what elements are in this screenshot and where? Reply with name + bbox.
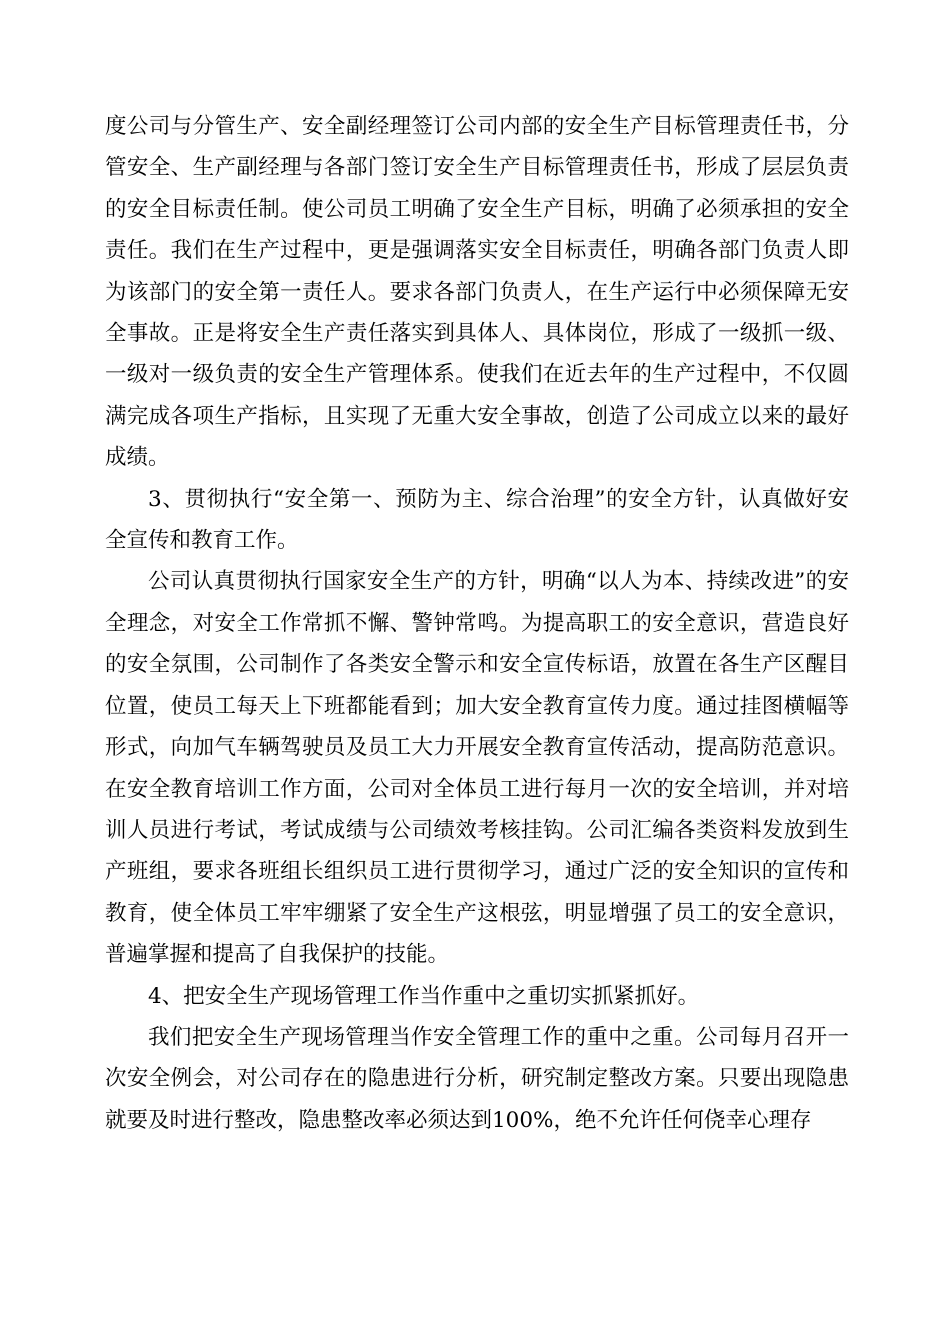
paragraph-safety-education: 公司认真贯彻执行国家安全生产的方针，明确“以人为本、持续改进”的安全理念，对安全工作常抓不懈、警钟常鸣。为提高职工的安全意识，营造良好的安全氛围，公司制作了各类安全警示和安全宣传标语，放置在各生产区醒目位置，使员工每天上下班都能看到；加大安全教育宣传力度。通过挂图横幅等形式，向加气车辆驾驶员及员工大力开展安全教育宣传活动，提高防范意识。在安全教育培训工作方面，公司对全体员工进行每月一次的安全培训，并对培训人员进行考试，考试成绩与公司绩效考核挂钩。公司汇编各类资料发放到生产班组，要求各班组长组织员工进行贯彻学习，通过广泛的安全知识的宣传和教育，使全体员工牢牢绷紧了安全生产这根弦，明显增强了员工的安全意识，普遍掌握和提高了自我保护的技能。 <box>105 569 849 968</box>
paragraph-continuation: 度公司与分管生产、安全副经理签订公司内部的安全生产目标管理责任书，分管安全、生产副经理与各部门签订安全生产目标管理责任书，形成了层层负责的安全目标责任制。使公司员工明确了安全生产目标，明确了必须承担的安全责任。我们在生产过程中，更是强调落实安全目标责任，明确各部门负责人即为该部门的安全第一责任人。要求各部门负责人，在生产运行中必须保障无安全事故。正是将安全生产责任落实到具体人、具体岗位，形成了一级抓一级、一级对一级负责的安全生产管理体系。使我们在近去年的生产过程中，不仅圆满完成各项生产指标，且实现了无重大安全事故，创造了公司成立以来的最好成绩。 <box>105 114 849 471</box>
document-body <box>105 106 849 1141</box>
section-heading-3: 3、贯彻执行“安全第一、预防为主、综合治理”的安全方针，认真做好安全宣传和教育工作。 <box>105 486 849 554</box>
section-heading-4: 4、把安全生产现场管理工作当作重中之重切实抓紧抓好。 <box>148 983 700 1009</box>
paragraph-site-management: 我们把安全生产现场管理当作安全管理工作的重中之重。公司每月召开一次安全例会，对公司存在的隐患进行分析，研究制定整改方案。只要出现隐患就要及时进行整改，隐患整改率必须达到100%，绝不允许任何侥幸心理存 <box>105 1024 849 1133</box>
